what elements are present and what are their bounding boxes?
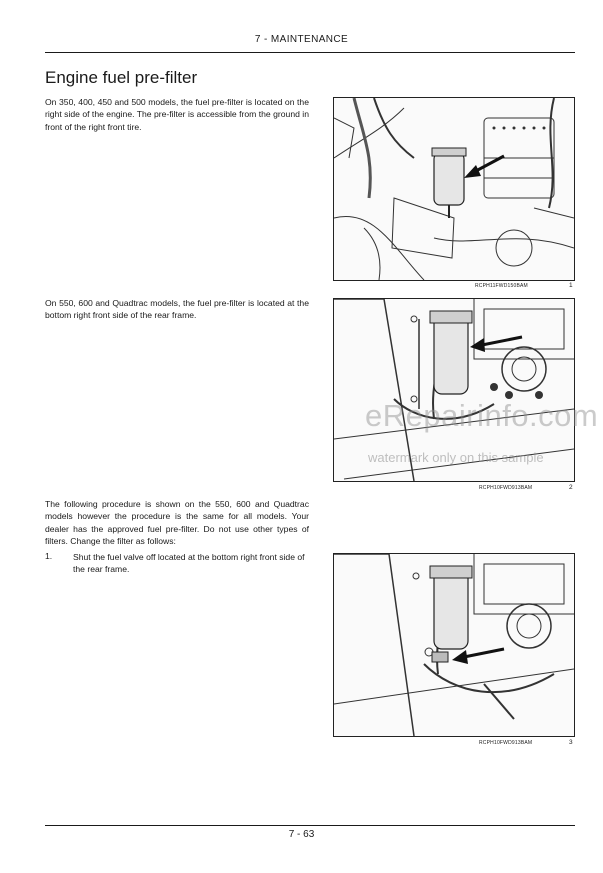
fuel-filter-shape	[432, 148, 466, 218]
watermark-note: watermark only on this sample	[368, 450, 544, 465]
figure-2-number: 2	[569, 484, 573, 491]
figure-1-code: RCPH11FWD150BAM	[475, 283, 528, 289]
pointer-arrow-3	[452, 649, 504, 664]
figure-1-image	[333, 97, 575, 281]
figure-2-code: RCPH10FWD913BAM	[479, 485, 533, 491]
step-text: Shut the fuel valve off located at the bottom right front side of the rear frame.	[73, 552, 305, 575]
page-number: 7 - 63	[288, 829, 315, 840]
step-number: 1.	[45, 551, 53, 561]
page-title: Engine fuel pre-filter	[45, 68, 198, 87]
figure-1-number: 1	[569, 282, 573, 289]
header-rule	[45, 52, 575, 53]
figure-3-image	[333, 553, 575, 737]
paragraph-2: On 550, 600 and Quadtrac models, the fuel pre-filter is located at the bottom right front side of the rear frame.	[45, 298, 309, 321]
footer-rule	[45, 825, 575, 826]
figure-3-code: RCPH10FWD913BAM	[479, 740, 533, 746]
figure-3-number: 3	[569, 739, 573, 746]
valve-shape	[432, 652, 448, 662]
running-header: 7 - MAINTENANCE	[254, 34, 349, 45]
paragraph-1: On 350, 400, 450 and 500 models, the fuel pre-filter is located on the right side of the engine. The pre-filter is accessible from the ground in front of the right front tire.	[45, 97, 309, 132]
watermark-brand: eRepairinfo.com	[365, 398, 599, 433]
fuel-filter-shape	[430, 311, 472, 394]
fuel-filter-shape	[430, 566, 472, 649]
paragraph-3: The following procedure is shown on the 550, 600 and Quadtrac models however the procedure is the same for all models. Your dealer has the approved fuel pre-filter. Do not use other types of filters. Change the filter as follows:	[45, 499, 309, 547]
